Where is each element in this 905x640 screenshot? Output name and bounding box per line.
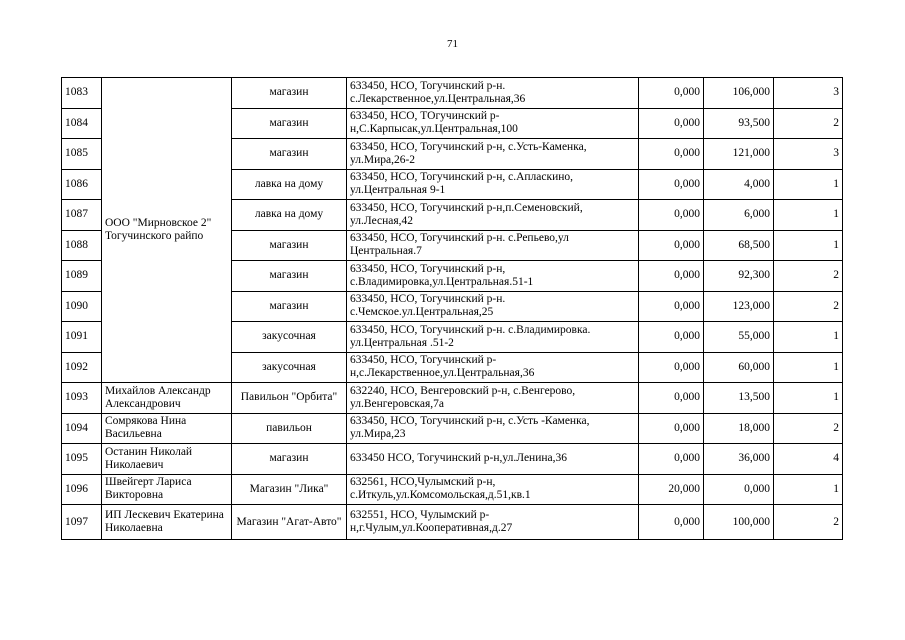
row-number-cell: 1097 (62, 505, 102, 540)
value-cell-2: 4,000 (704, 169, 774, 200)
value-cell-3: 2 (774, 505, 843, 540)
value-cell-2: 68,500 (704, 230, 774, 261)
value-cell-1: 0,000 (639, 322, 704, 353)
value-cell-1: 0,000 (639, 200, 704, 231)
value-cell-1: 0,000 (639, 139, 704, 170)
owner-cell: Михайлов Александр Александрович (102, 383, 232, 414)
value-cell-1: 0,000 (639, 261, 704, 292)
row-number-cell: 1084 (62, 108, 102, 139)
value-cell-1: 0,000 (639, 444, 704, 475)
owner-cell-group: ООО "Мирновское 2" Тогучинского райпо (102, 78, 232, 383)
page-number: 71 (447, 38, 458, 50)
value-cell-3: 1 (774, 200, 843, 231)
value-cell-1: 0,000 (639, 383, 704, 414)
value-cell-3: 2 (774, 291, 843, 322)
value-cell-2: 13,500 (704, 383, 774, 414)
value-cell-3: 2 (774, 261, 843, 292)
table-row (62, 505, 843, 540)
row-number-cell: 1095 (62, 444, 102, 475)
address-cell: 633450, НСО, Тогучинский р-н,п.Семеновский, ул.Лесная,42 (347, 200, 639, 231)
value-cell-2: 0,000 (704, 474, 774, 505)
value-cell-2: 93,500 (704, 108, 774, 139)
address-cell: 633450, НСО, Тогучинский р-н, с.Усть -Каменка, ул.Мира,23 (347, 413, 639, 444)
value-cell-1: 20,000 (639, 474, 704, 505)
object-type-cell: магазин (232, 261, 347, 292)
value-cell-2: 60,000 (704, 352, 774, 383)
address-cell: 632551, НСО, Чулымский р-н,г.Чулым,ул.Кооперативная,д.27 (347, 505, 639, 540)
value-cell-3: 2 (774, 413, 843, 444)
object-type-cell: магазин (232, 108, 347, 139)
object-type-cell: лавка на дому (232, 169, 347, 200)
address-cell: 633450, НСО, Тогучинский р-н, с.Владимировка,ул.Центральная.51-1 (347, 261, 639, 292)
object-type-cell: Магазин "Лика" (232, 474, 347, 505)
row-number-cell: 1086 (62, 169, 102, 200)
address-cell: 633450, НСО, Тогучинский р-н. с.Репьево,ул Центральная.7 (347, 230, 639, 261)
object-type-cell: магазин (232, 78, 347, 109)
row-number-cell: 1093 (62, 383, 102, 414)
row-number-cell: 1083 (62, 78, 102, 109)
table-row (62, 444, 843, 475)
object-type-cell: Магазин "Агат-Авто" (232, 505, 347, 540)
object-type-cell: закусочная (232, 352, 347, 383)
value-cell-3: 1 (774, 352, 843, 383)
address-cell: 633450, НСО, Тогучинский р-н,с.Лекарственное,ул.Центральная,36 (347, 352, 639, 383)
row-number-cell: 1094 (62, 413, 102, 444)
value-cell-2: 92,300 (704, 261, 774, 292)
row-number-cell: 1090 (62, 291, 102, 322)
owner-cell: Сомрякова Нина Васильевна (102, 413, 232, 444)
address-cell: 633450, НСО, Тогучинский р-н. с.Владимировка. ул.Центральная .51-2 (347, 322, 639, 353)
address-cell: 633450, НСО, Тогучинский р-н. с.Чемское.ул.Центральная,25 (347, 291, 639, 322)
value-cell-3: 1 (774, 383, 843, 414)
value-cell-3: 1 (774, 322, 843, 353)
row-number-cell: 1096 (62, 474, 102, 505)
value-cell-1: 0,000 (639, 352, 704, 383)
register-table (61, 77, 843, 540)
value-cell-3: 4 (774, 444, 843, 475)
value-cell-3: 1 (774, 169, 843, 200)
object-type-cell: магазин (232, 230, 347, 261)
address-cell: 633450 НСО, Тогучинский р-н,ул.Ленина,36 (347, 444, 639, 475)
address-cell: 633450, НСО, Тогучинский р-н, с.Усть-Каменка, ул.Мира,26-2 (347, 139, 639, 170)
owner-cell: ИП Лескевич Екатерина Николаевна (102, 505, 232, 540)
value-cell-2: 36,000 (704, 444, 774, 475)
value-cell-3: 1 (774, 474, 843, 505)
address-cell: 633450, НСО, Тогучинский р-н. с.Лекарственное,ул.Центральная,36 (347, 78, 639, 109)
row-number-cell: 1085 (62, 139, 102, 170)
value-cell-3: 3 (774, 139, 843, 170)
value-cell-3: 1 (774, 230, 843, 261)
row-number-cell: 1092 (62, 352, 102, 383)
object-type-cell: магазин (232, 291, 347, 322)
object-type-cell: закусочная (232, 322, 347, 353)
owner-cell: Швейгерт Лариса Викторовна (102, 474, 232, 505)
value-cell-1: 0,000 (639, 78, 704, 109)
value-cell-1: 0,000 (639, 291, 704, 322)
row-number-cell: 1091 (62, 322, 102, 353)
object-type-cell: павильон (232, 413, 347, 444)
value-cell-1: 0,000 (639, 505, 704, 540)
table-row (62, 413, 843, 444)
address-cell: 633450, НСО, ТОгучинский р-н,С.Карпысак,ул.Центральная,100 (347, 108, 639, 139)
owner-cell: Останин Николай Николаевич (102, 444, 232, 475)
value-cell-2: 106,000 (704, 78, 774, 109)
value-cell-2: 6,000 (704, 200, 774, 231)
value-cell-2: 100,000 (704, 505, 774, 540)
row-number-cell: 1089 (62, 261, 102, 292)
value-cell-2: 123,000 (704, 291, 774, 322)
address-cell: 633450, НСО, Тогучинский р-н, с.Апласкино, ул.Центральная 9-1 (347, 169, 639, 200)
address-cell: 632561, НСО,Чулымский р-н, с.Иткуль,ул.Комсомольская,д.51,кв.1 (347, 474, 639, 505)
value-cell-2: 55,000 (704, 322, 774, 353)
value-cell-1: 0,000 (639, 169, 704, 200)
address-cell: 632240, НСО, Венгеровский р-н, с.Венгерово, ул.Венгеровская,7а (347, 383, 639, 414)
table-row (62, 78, 843, 109)
value-cell-2: 121,000 (704, 139, 774, 170)
value-cell-2: 18,000 (704, 413, 774, 444)
table-row (62, 383, 843, 414)
value-cell-1: 0,000 (639, 413, 704, 444)
object-type-cell: магазин (232, 139, 347, 170)
object-type-cell: Павильон "Орбита" (232, 383, 347, 414)
object-type-cell: магазин (232, 444, 347, 475)
value-cell-1: 0,000 (639, 108, 704, 139)
value-cell-3: 3 (774, 78, 843, 109)
object-type-cell: лавка на дому (232, 200, 347, 231)
value-cell-3: 2 (774, 108, 843, 139)
table-row (62, 474, 843, 505)
row-number-cell: 1088 (62, 230, 102, 261)
value-cell-1: 0,000 (639, 230, 704, 261)
row-number-cell: 1087 (62, 200, 102, 231)
